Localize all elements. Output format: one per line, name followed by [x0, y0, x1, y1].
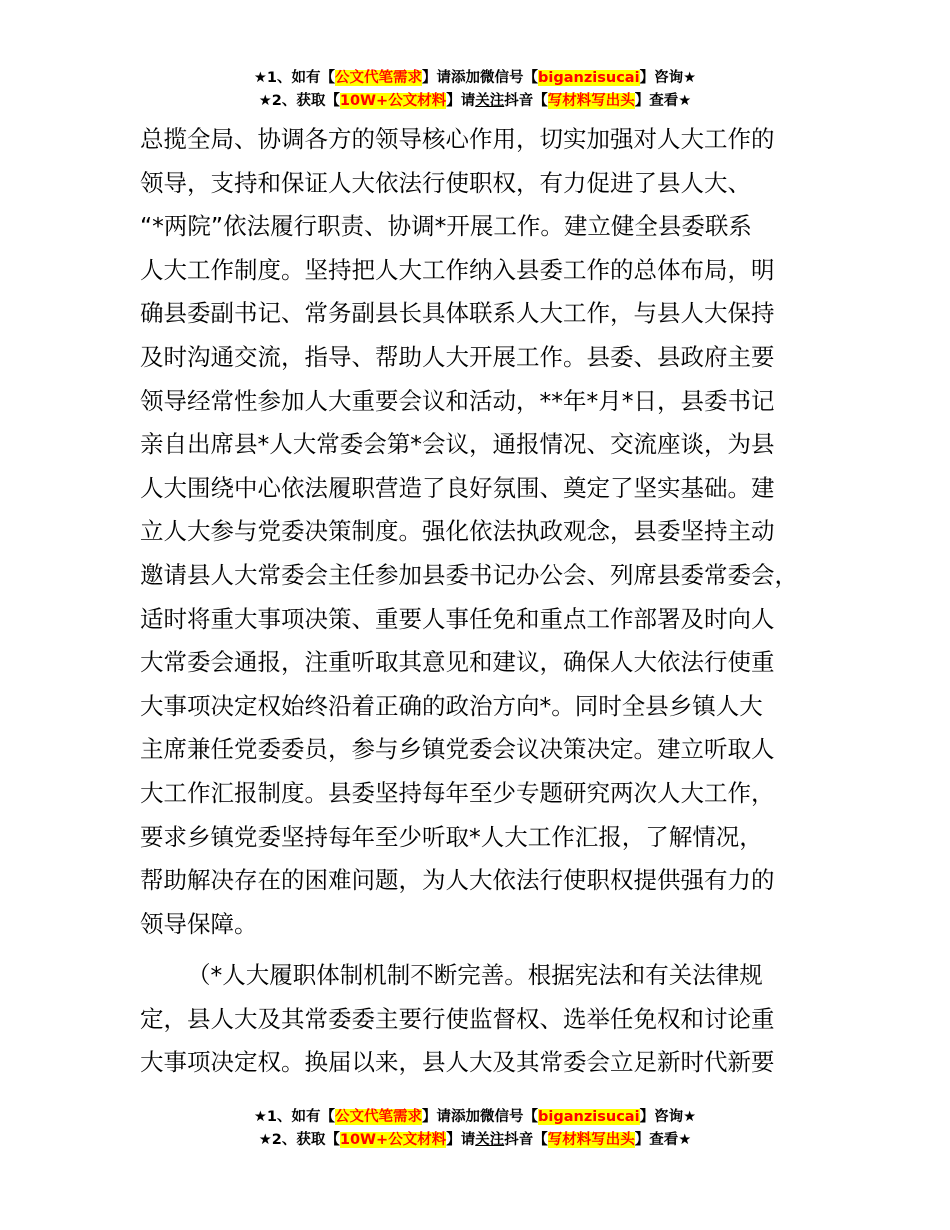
paragraph-2 [140, 954, 830, 1085]
banner-highlight: 写材料写出头 [547, 1132, 635, 1148]
text-line: 大工作汇报制度。县委坚持每年至少专题研究两次人大工作， [140, 778, 775, 807]
banner-highlight: biganzisucai [538, 1109, 640, 1125]
text-line: 帮助解决存在的困难问题，为人大依法行使职权提供强有力的 [140, 866, 775, 895]
banner-highlight: 10W+公文材料 [339, 1132, 447, 1148]
banner-highlight: 写材料写出头 [547, 93, 635, 109]
text-line: 立人大参与党委决策制度。强化依法执政观念，县委坚持主动 [140, 517, 775, 546]
text-line: 大常委会通报，注重听取其意见和建议，确保人大依法行使重 [140, 648, 775, 677]
banner-line-2: ★2、获取【10W+公文材料】请关注抖音【写材料写出头】查看★ [258, 1132, 692, 1148]
paragraph-1 [140, 118, 830, 946]
text-line: 亲自出席县*人大常委会第*会议，通报情况、交流座谈，为县 [140, 430, 775, 459]
banner-line-2: ★2、获取【10W+公文材料】请关注抖音【写材料写出头】查看★ [258, 93, 692, 109]
text-line: 及时沟通交流，指导、帮助人大开展工作。县委、县政府主要 [140, 342, 775, 371]
banner-underlined-text: 关注 [475, 93, 505, 109]
text-line: 邀请县人大常委会主任参加县委书记办公会、列席县委常委会， [140, 560, 798, 589]
banner-underlined-text: 关注 [475, 1132, 505, 1148]
text-line: 大事项决定权始终沿着正确的政治方向*。同时全县乡镇人大 [140, 691, 763, 720]
text-line: 领导保障。 [140, 909, 258, 938]
document-body [140, 118, 830, 1085]
banner-highlight: 公文代笔需求 [335, 1109, 423, 1125]
text-line: 领导经常性参加人大重要会议和活动，**年*月*日，县委书记 [140, 386, 775, 415]
text-line: 定，县人大及其常委委主要行使监督权、选举任免权和讨论重 [140, 1004, 775, 1033]
banner-line-1: ★1、如有【公文代笔需求】请添加微信号【biganzisucai】咨询★ [253, 70, 697, 86]
banner-highlight: biganzisucai [538, 70, 640, 86]
text-line: 人大围绕中心依法履职营造了良好氛围、奠定了坚实基础。建 [140, 473, 775, 502]
header-banner [0, 67, 950, 113]
text-line: 大事项决定权。换届以来，县人大及其常委会立足新时代新要 [140, 1048, 775, 1077]
text-line: 适时将重大事项决策、重要人事任免和重点工作部署及时向人 [140, 604, 775, 633]
text-line: “*两院”依法履行职责、协调*开展工作。建立健全县委联系 [140, 212, 752, 241]
text-line: 确县委副书记、常务副县长具体联系人大工作，与县人大保持 [140, 299, 775, 328]
paragraph-gap [140, 946, 830, 954]
text-line: 总揽全局、协调各方的领导核心作用，切实加强对人大工作的 [140, 125, 775, 153]
footer-banner [0, 1106, 950, 1152]
text-line: 人大工作制度。坚持把人大工作纳入县委工作的总体布局，明 [140, 255, 775, 284]
banner-line-1: ★1、如有【公文代笔需求】请添加微信号【biganzisucai】咨询★ [253, 1109, 697, 1125]
text-line: 主席兼任党委委员，参与乡镇党委会议决策决定。建立听取人 [140, 735, 775, 764]
banner-highlight: 10W+公文材料 [339, 93, 447, 109]
text-line: （*人大履职体制机制不断完善。根据宪法和有关法律规 [187, 961, 763, 990]
text-line: 要求乡镇党委坚持每年至少听取*人大工作汇报，了解情况， [140, 822, 763, 851]
banner-highlight: 公文代笔需求 [335, 70, 423, 86]
text-line: 领导，支持和保证人大依法行使职权，有力促进了县人大、 [140, 168, 751, 197]
